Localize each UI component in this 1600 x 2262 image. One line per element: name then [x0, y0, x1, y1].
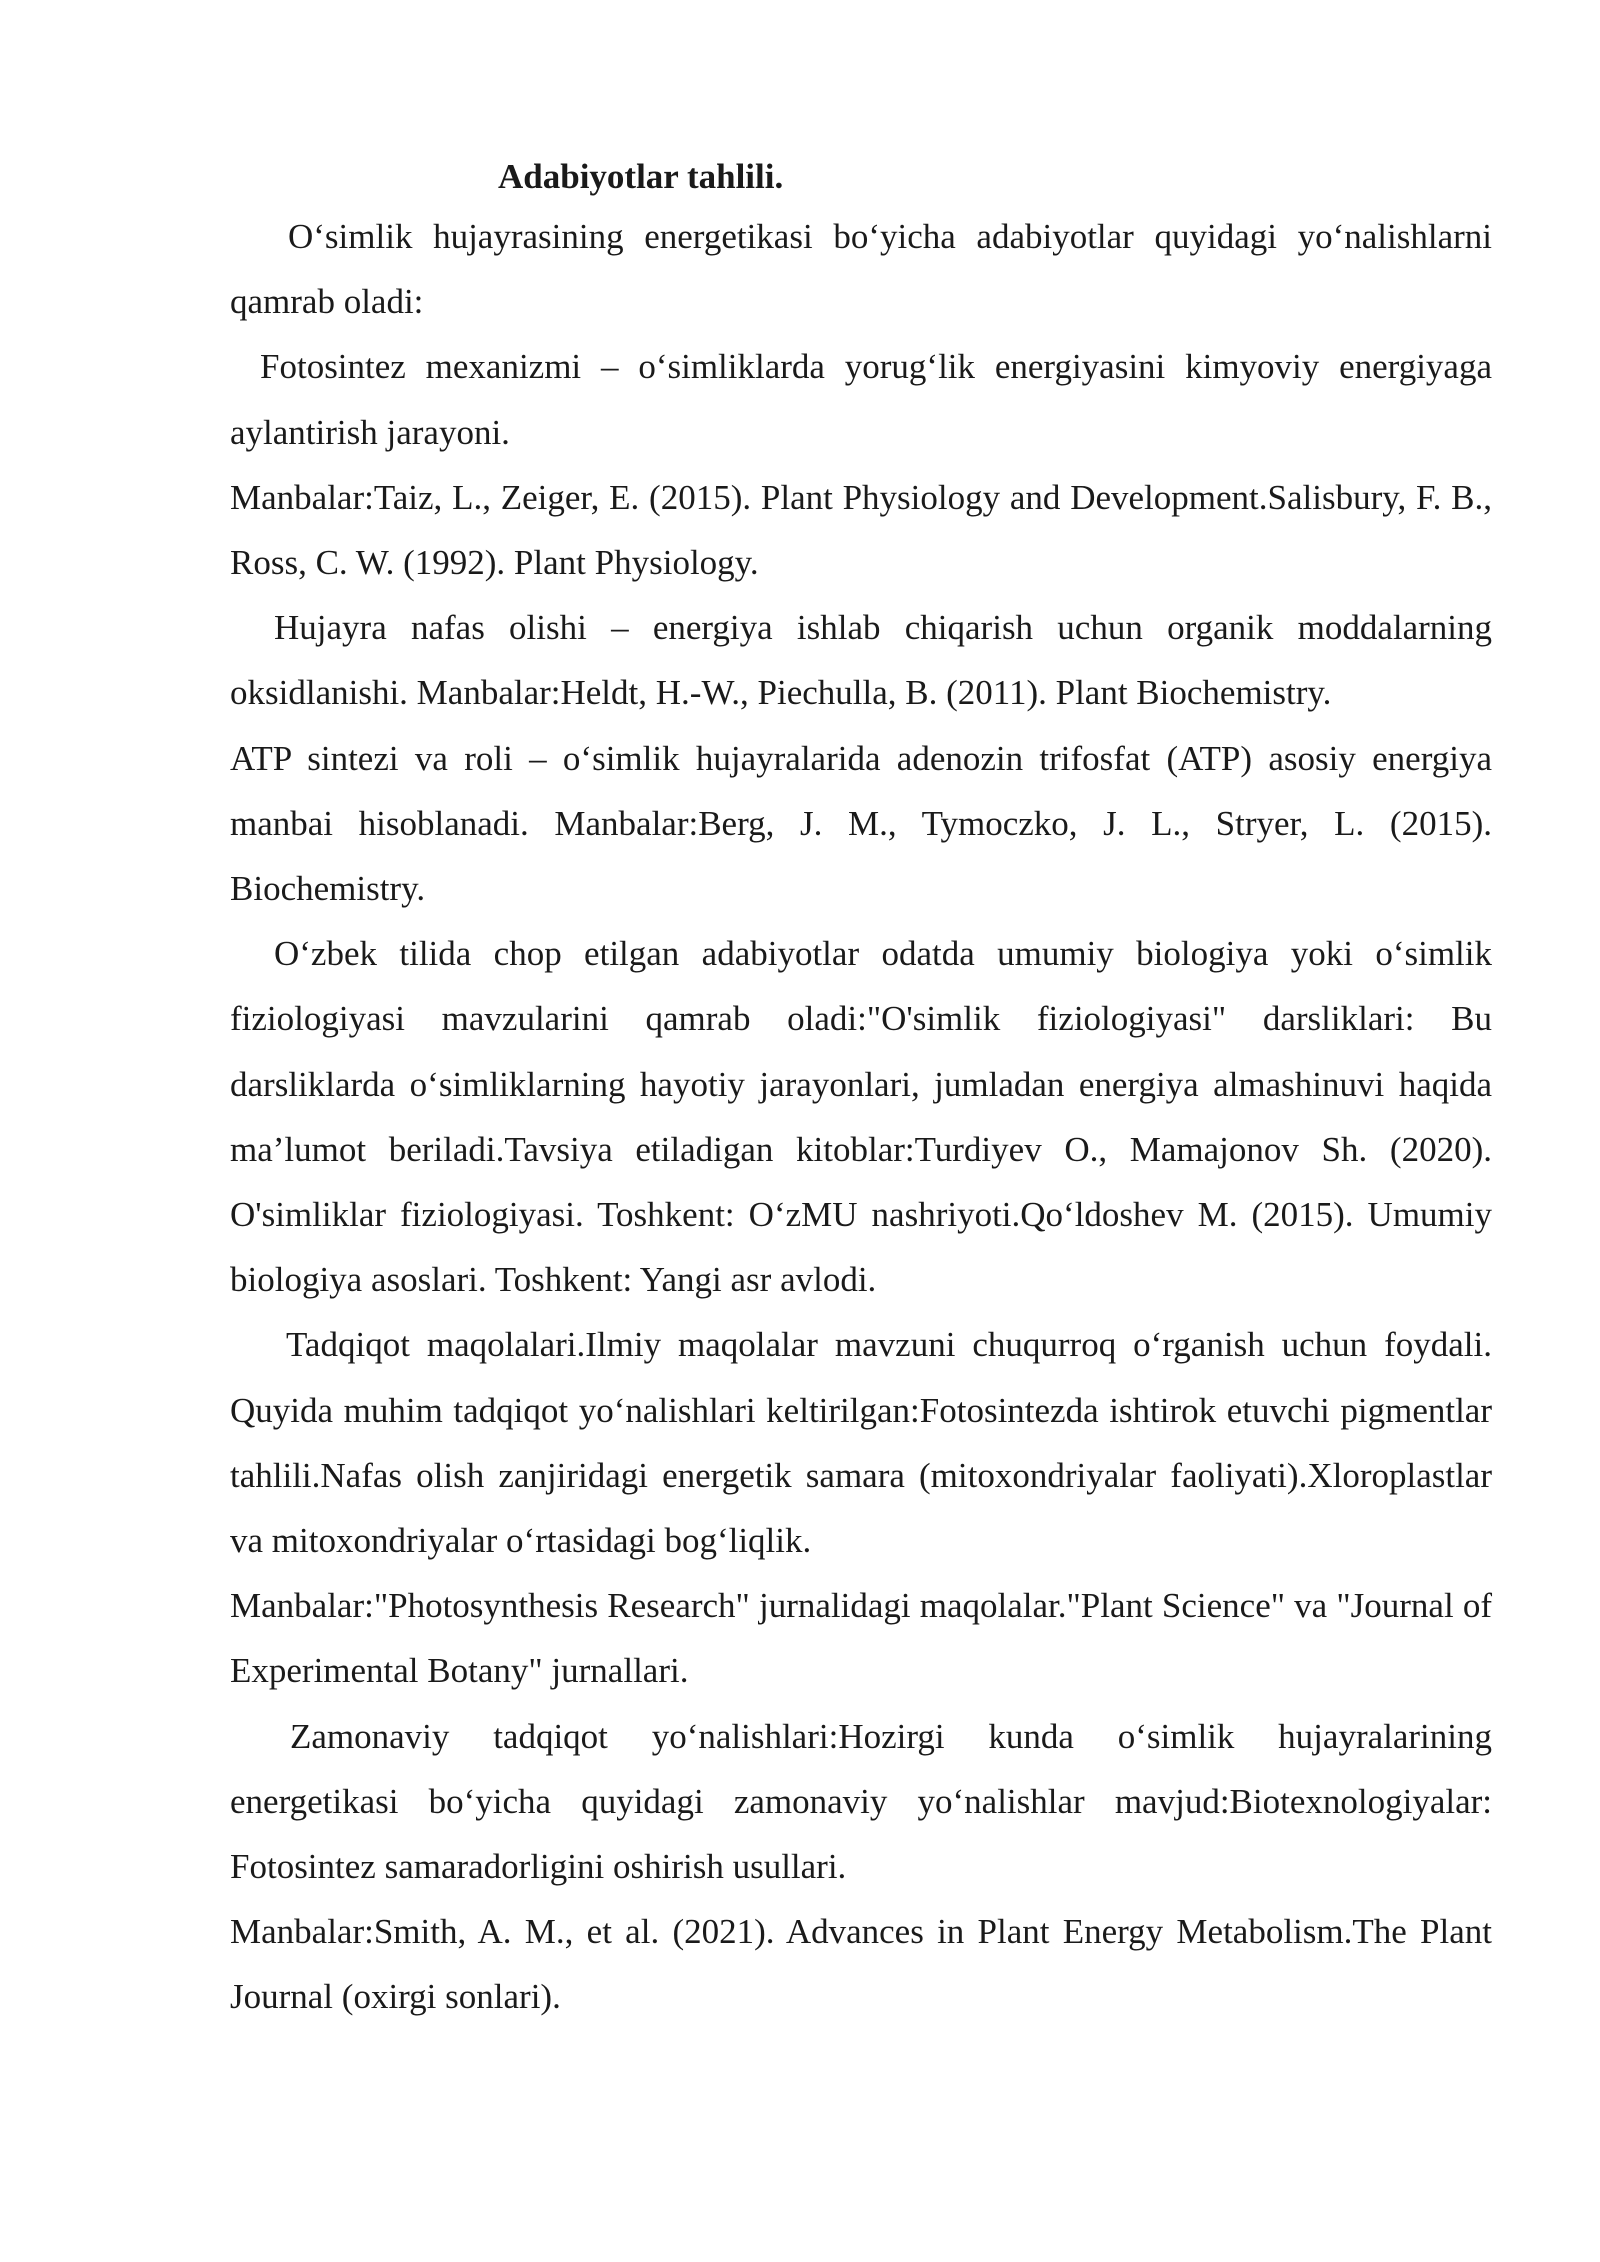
paragraph-research-articles: Tadqiqot maqolalari.Ilmiy maqolalar mavzuni chuqurroq o‘rganish uchun foydali. Quyida muhim tadqiqot yo‘nalishlari keltirilgan:Fotosintezda ishtirok etuvchi pigmentlar tahlili.Nafas olish zanjiridagi energetik samara (mitoxondriyalar faoliyati).Xloroplastlar va mitoxondriyalar o‘rtasidagi bog‘liqlik. [230, 1325, 1492, 1561]
paragraph-modern-research: Zamonaviy tadqiqot yo‘nalishlari:Hozirgi kunda o‘simlik hujayralarining energetikasi bo‘yicha quyidagi zamonaviy yo‘nalishlar mavjud:Biotexnologiyalar: Fotosintez samaradorligini oshirish usullari. [230, 1716, 1492, 1887]
paragraph-uzbek-literature: O‘zbek tilida chop etilgan adabiyotlar odatda umumiy biologiya yoki o‘simlik fiziologiyasi mavzularini qamrab oladi:"O'simlik fiziologiyasi" darsliklari: Bu darsliklarda o‘simliklarning hayotiy jarayonlari, jumladan energiya almashinuvi haqida ma’lumot beriladi.Tavsiya etiladigan kitoblar:Turdiyev O., Mamajonov Sh. (2020). O'simliklar fiziologiyasi. Toshkent: O‘zMU nashriyoti.Qo‘ldoshev M. (2015). Umumiy biologiya asoslari. Toshkent: Yangi asr avlodi. [230, 934, 1492, 1300]
paragraph-sources-final: Manbalar:Smith, A. M., et al. (2021). Advances in Plant Energy Metabolism.The Plant Journal (oxirgi sonlari). [230, 1912, 1492, 2017]
paragraph-intro: O‘simlik hujayrasining energetikasi bo‘yicha adabiyotlar quyidagi yo‘nalishlarni qamrab oladi: [230, 217, 1492, 322]
document-page [230, 150, 1492, 2030]
paragraph-sources-journals: Manbalar:"Photosynthesis Research" jurnalidagi maqolalar."Plant Science" va "Journal of Experimental Botany" jurnallari. [230, 1586, 1492, 1691]
paragraph-respiration: Hujayra nafas olishi – energiya ishlab chiqarish uchun organik moddalarning oksidlanishi. Manbalar:Heldt, H.-W., Piechulla, B. (2011). Plant Biochemistry. [230, 608, 1492, 713]
paragraph-atp: ATP sintezi va roli – o‘simlik hujayralarida adenozin trifosfat (ATP) asosiy energiya manbai hisoblanadi. Manbalar:Berg, J. M., Tymoczko, J. L., Stryer, L. (2015). Biochemistry. [230, 738, 1492, 909]
paragraph-sources-1: Manbalar:Taiz, L., Zeiger, E. (2015). Plant Physiology and Development.Salisbury, F. B., Ross, C. W. (1992). Plant Physiology. [230, 477, 1492, 583]
section-heading: Adabiyotlar tahlili. [498, 157, 784, 196]
paragraph-photosynthesis: Fotosintez mexanizmi – o‘simliklarda yorug‘lik energiyasini kimyoviy energiyaga aylantirish jarayoni. [230, 347, 1492, 452]
